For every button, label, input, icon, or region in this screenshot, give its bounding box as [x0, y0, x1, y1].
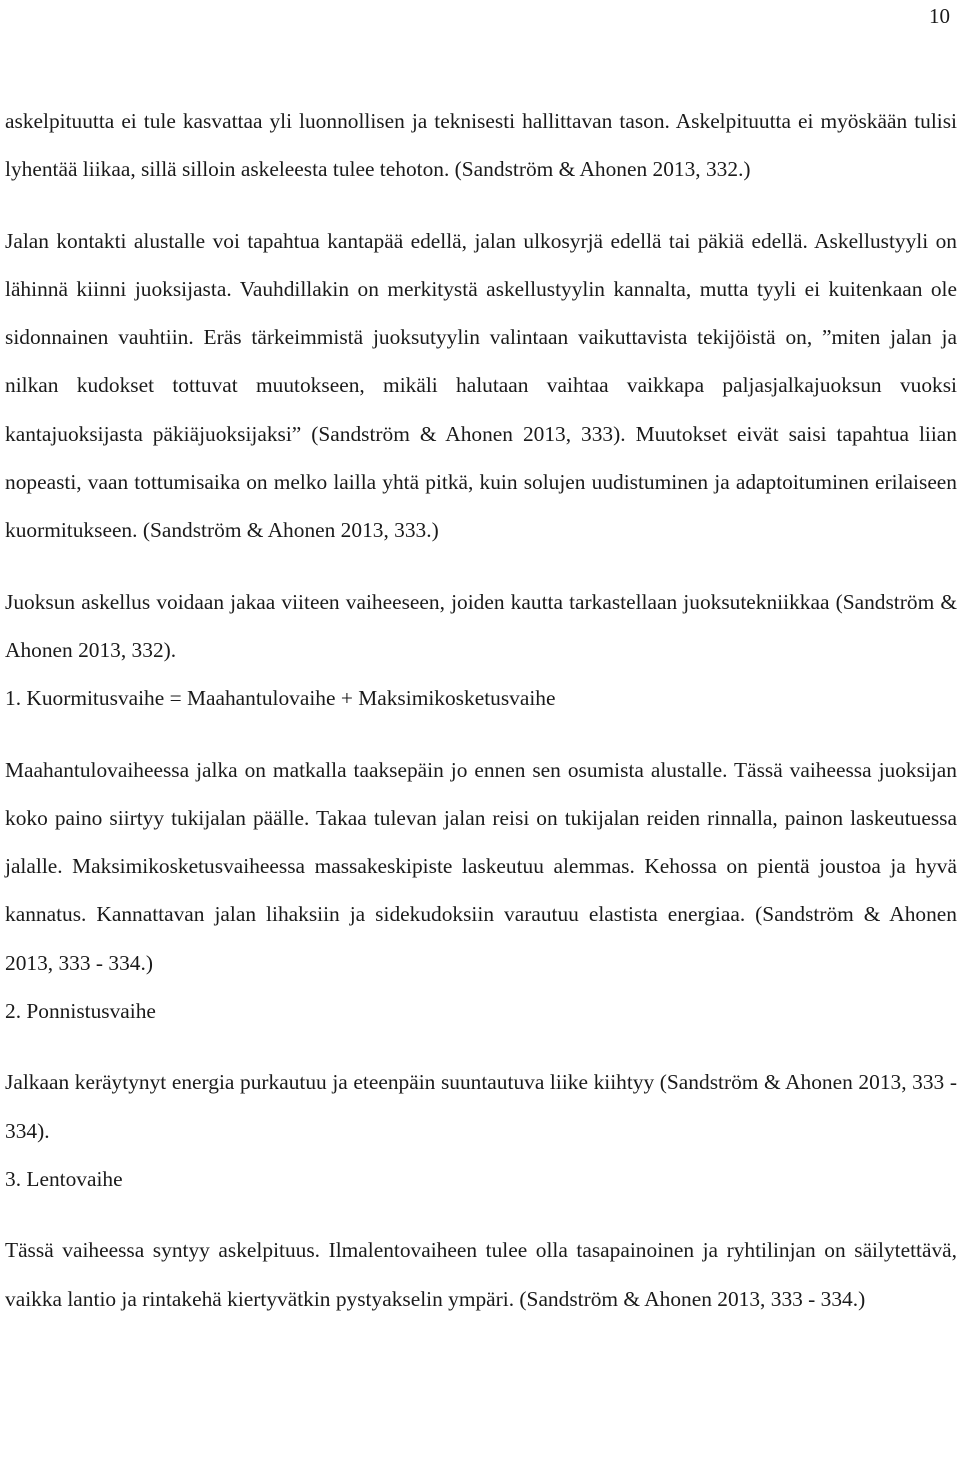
document-body: [5, 97, 957, 1323]
paragraph-loading-phase: Maahantulovaiheessa jalka on matkalla taaksepäin jo ennen sen osumista alustalle. Tässä vaiheessa juoksijan koko paino siirtyy tukijalan päälle. Takaa tulevan jalan reisi on tukijalan reiden rinnalla, painon laskeutuessa jalalle. Maksimikosketusvaiheessa massakeskipiste laskeutuu alemmas. Kehossa on pientä joustoa ja hyvä kannatus. Kannattavan jalan lihaksiin ja sidekudoksiin varautuu elastista energiaa. (Sandström & Ahonen 2013, 333 - 334.): [5, 757, 957, 975]
paragraph-foot-contact: Jalan kontakti alustalle voi tapahtua kantapää edellä, jalan ulkosyrjä edellä tai päkiä edellä. Askellustyyli on lähinnä kiinni juoksijasta. Vauhdillakin on merkitystä askellustyylin kannalta, mutta tyyli ei kuitenkaan ole sidonnainen vauhtiin. Eräs tärkeimmistä juoksutyylin valintaan vaikuttavista tekijöistä on, ”miten jalan ja nilkan kudokset tottuvat muutokseen, mikäli halutaan vaihtaa vaikkapa paljasjalkajuoksun vuoksi kantajuoksijasta päkiäjuoksijaksi” (Sandström & Ahonen 2013, 333). Muutokset eivät saisi tapahtua liian nopeasti, vaan tottumisaika on melko lailla yhtä pitkä, kuin solujen uudistuminen ja adaptoituminen erilaiseen kuormitukseen. (Sandström & Ahonen 2013, 333.): [5, 228, 957, 543]
paragraph-step-length: askelpituutta ei tule kasvattaa yli luonnollisen ja teknisesti hallittavan tason. Askelpituutta ei myöskään tulisi lyhentää liikaa, sillä silloin askeleesta tulee tehoton. (Sandström & Ahonen 2013, 332.): [5, 109, 957, 182]
paragraph-stride-phases-intro: Juoksun askellus voidaan jakaa viiteen vaiheeseen, joiden kautta tarkastellaan juoksutekniikkaa (Sandström & Ahonen 2013, 332).: [5, 589, 957, 662]
heading-push-off-phase: 2. Ponnistusvaihe: [5, 999, 156, 1024]
heading-flight-phase: 3. Lentovaihe: [5, 1166, 123, 1191]
page-number: 10: [929, 4, 950, 28]
paragraph-flight-phase: Tässä vaiheessa syntyy askelpituus. Ilmalentovaiheen tulee olla tasapainoinen ja ryhtilinjan on säilytettävä, vaikka lantio ja rintakehä kiertyvätkin pystyakselin ympäri. (Sandström & Ahonen 2013, 333 - 334.): [5, 1238, 957, 1311]
heading-loading-phase: 1. Kuormitusvaihe = Maahantulovaihe + Maksimikosketusvaihe: [5, 686, 556, 711]
paragraph-push-off-phase: Jalkaan keräytynyt energia purkautuu ja eteenpäin suuntautuva liike kiihtyy (Sandström & Ahonen 2013, 333 - 334).: [5, 1070, 957, 1143]
